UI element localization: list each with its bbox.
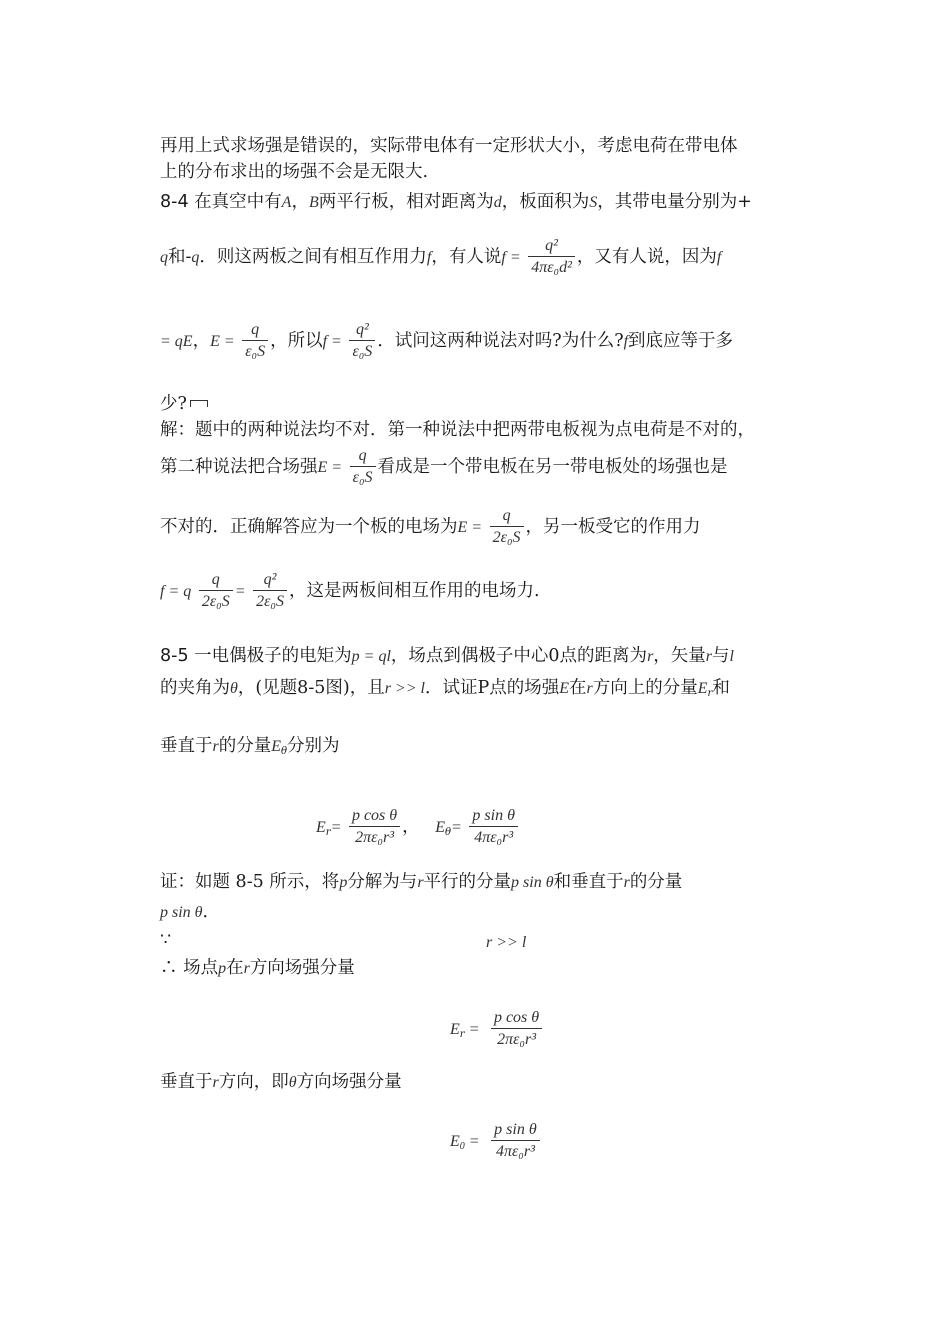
formula-fraction: $\frac{q}{\text{2ε₀S}}$	[490, 506, 524, 549]
problem-8-4-line3: = qE，E = $\frac{q}{\text{ε₀S}}$ ，所以f = $\frac{\text{q²}}{\text{ε₀S}}$ ．试问这两种说法对吗?为什么?f到底应等于多	[160, 320, 733, 363]
condition: r >> l	[486, 934, 527, 951]
problem-number: 8-4	[160, 192, 189, 212]
solution-line: 解：题中的两种说法均不对．第一种说法中把两带电板视为点电荷是不对的，	[160, 420, 755, 440]
formula-fraction: $\frac{\text{p sin θ}}{\text{4πε₀r³}}$	[491, 1120, 540, 1163]
formula-fraction: $\frac{\text{q²}}{\text{2ε₀S}}$	[253, 570, 287, 613]
solution-line: 不对的．正确解答应为一个板的电场为E = $\frac{q}{\text{2ε₀S}}$ ，另一板受它的作用力	[160, 506, 701, 549]
therefore-line: ∴ 场点p在r方向场强分量	[160, 958, 355, 978]
formula-line: Er= $\frac{\text{p cos θ}}{\text{2πε₀r³}}$ ， Eθ= $\frac{\text{p sin θ}}{\text{4πε₀r³}}$	[316, 806, 520, 849]
therefore-symbol: ∴	[160, 958, 178, 978]
problem-8-5-line2: 的夹角为θ，(见题8-5图)，且r >> l．试证P点的场强E在r方向上的分量Er和	[160, 678, 730, 699]
formula-fraction: $\frac{\text{q²}}{\text{4πε₀d²}}$	[528, 236, 575, 279]
problem-8-4-line2: q和-q．则这两板之间有相互作用力f，有人说f = $\frac{\text{q²}}{\text{4πε₀d²}}$ ，又有人说，因为f	[160, 236, 721, 279]
because-symbol: ∵	[160, 930, 172, 950]
proof-line: p sin θ．	[160, 902, 221, 922]
formula-fraction: $\frac{q}{\text{ε₀S}}$	[242, 320, 268, 363]
text-line: 再用上式求场强是错误的，实际带电体有一定形状大小，考虑电荷在带电体	[160, 136, 738, 156]
problem-8-4-line4: 少?	[160, 392, 208, 416]
solution-line: f = q $\frac{q}{\text{2ε₀S}}$ = $\frac{\text{q²}}{\text{2ε₀S}}$ ，这是两板间相互作用的电场力.	[160, 570, 540, 613]
formula-fraction: $\frac{q}{\text{ε₀S}}$	[350, 446, 376, 489]
formula-fraction: $\frac{\text{p cos θ}}{\text{2πε₀r³}}$	[491, 1008, 542, 1051]
formula-line: E0 = $\frac{\text{p sin θ}}{\text{4πε₀r³}}$	[450, 1120, 542, 1163]
text-line: 垂直于r方向，即θ方向场强分量	[160, 1072, 402, 1092]
text-line: 上的分布求出的场强不会是无限大.	[160, 162, 429, 182]
formula-fraction: $\frac{\text{p cos θ}}{\text{2πε₀r³}}$	[349, 806, 400, 849]
formula-fraction: $\frac{\text{p sin θ}}{\text{4πε₀r³}}$	[469, 806, 518, 849]
problem-8-5-line1: 8-5 一电偶极子的电矩为p = ql，场点到偶极子中心0点的距离为r，矢量r与l	[160, 646, 734, 666]
formula-line: Er = $\frac{\text{p cos θ}}{\text{2πε₀r³}}$	[450, 1008, 544, 1051]
problem-number: 8-5	[160, 646, 189, 666]
because-line	[160, 928, 171, 952]
problem-8-5-line3: 垂直于r的分量Eθ分别为	[160, 736, 340, 757]
formula-fraction: $\frac{q}{\text{2ε₀S}}$	[199, 570, 233, 613]
bracket-mark	[190, 400, 208, 407]
formula-fraction: $\frac{\text{q²}}{\text{ε₀S}}$	[349, 320, 375, 363]
problem-8-4-line1: 8-4 在真空中有A，B两平行板，相对距离为d，板面积为S，其带电量分别为+	[160, 192, 752, 212]
proof-line: 证：如题 8-5 所示，将p分解为与r平行的分量p sin θ和垂直于r的分量	[160, 872, 683, 892]
solution-line: 第二种说法把合场强E = $\frac{q}{\text{ε₀S}}$ 看成是一个带电板在另一带电板处的场强也是	[160, 446, 728, 489]
